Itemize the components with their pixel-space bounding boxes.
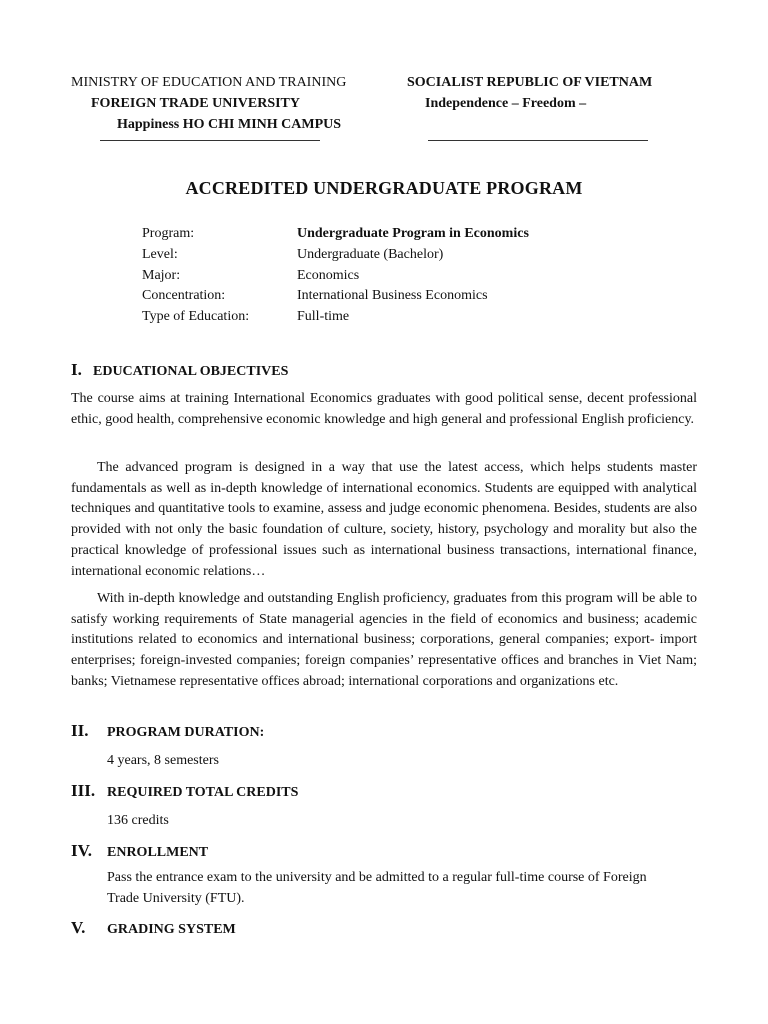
section-number: III. — [71, 781, 96, 800]
objectives-paragraph-3: With in-depth knowledge and outstanding English proficiency, graduates from this program will be able to satisfy working requirements of State managerial agencies in the field of economics and business; academic institutions related to economics and international business; corporations, general companies; export- import enterprises; foreign-invested companies; foreign companies’ representative offices and branches in Viet Nam; banks; Vietnamese representative offices abroad; international corporations and organizations etc. — [71, 591, 697, 689]
section-number: V. — [71, 918, 86, 937]
right-header-rule — [428, 140, 648, 141]
info-value: Economics — [297, 267, 360, 283]
info-row-major — [142, 266, 529, 287]
section-number: II. — [71, 721, 89, 740]
info-label: Type of Education: — [142, 309, 250, 325]
objectives-paragraph-2: The advanced program is designed in a way that use the latest access, which helps students master fundamentals as well as in-depth knowledge of international economics. Students are equipped with analytical techniques and quantitative tools to examine, assess and judge economic phenomena. Besides, students are also provided with not only the basic foundation of culture, society, history, psychology and morality but also the practical knowledge of professional issues such as international business transactions, international finance, international economic relations… — [71, 460, 697, 579]
section-heading-credits — [71, 781, 298, 801]
document-title: ACCREDITED UNDERGRADUATE PROGRAM — [185, 178, 583, 198]
republic-name: SOCIALIST REPUBLIC OF VIETNAM — [407, 75, 653, 90]
info-row-type — [142, 307, 529, 328]
section-heading-enrollment — [71, 841, 208, 861]
enrollment-text: Pass the entrance exam to the university and be admitted to a regular full-time course of Foreign Trade University (FTU). — [107, 870, 647, 906]
section-title: REQUIRED TOTAL CREDITS — [107, 785, 299, 800]
info-value: International Business Economics — [297, 288, 488, 304]
university-name: FOREIGN TRADE UNIVERSITY — [91, 96, 301, 111]
info-row-concentration — [142, 286, 529, 307]
left-header-rule — [100, 140, 320, 141]
info-row-program — [142, 224, 529, 245]
motto: Independence – Freedom – — [425, 96, 587, 111]
section-title: GRADING SYSTEM — [107, 922, 236, 937]
duration-text: 4 years, 8 semesters — [107, 753, 219, 768]
program-info-table — [142, 224, 529, 328]
credits-text: 136 credits — [107, 813, 169, 828]
info-value: Undergraduate Program in Economics — [297, 226, 529, 241]
ministry-name: MINISTRY OF EDUCATION AND TRAINING — [71, 75, 347, 90]
section-title: EDUCATIONAL OBJECTIVES — [93, 364, 289, 379]
info-label: Concentration: — [142, 288, 226, 304]
section-heading-duration — [71, 721, 264, 741]
info-label: Program: — [142, 226, 195, 241]
section-number: IV. — [71, 841, 92, 860]
section-title: ENROLLMENT — [107, 845, 209, 860]
info-value: Full-time — [297, 309, 350, 325]
info-label: Level: — [142, 246, 178, 262]
section-number: I. — [71, 360, 82, 379]
section-heading-objectives — [71, 360, 288, 380]
info-row-level — [142, 245, 529, 266]
objectives-paragraph-1: The course aims at training International Economics graduates with good political sense, decent professional ethic, good health, comprehensive economic knowledge and high general and professional English proficiency. — [71, 391, 697, 427]
campus-name: Happiness HO CHI MINH CAMPUS — [117, 117, 342, 132]
info-value: Undergraduate (Bachelor) — [297, 246, 444, 262]
info-label: Major: — [142, 267, 181, 283]
section-heading-grading — [71, 918, 236, 938]
section-title: PROGRAM DURATION: — [107, 725, 265, 740]
